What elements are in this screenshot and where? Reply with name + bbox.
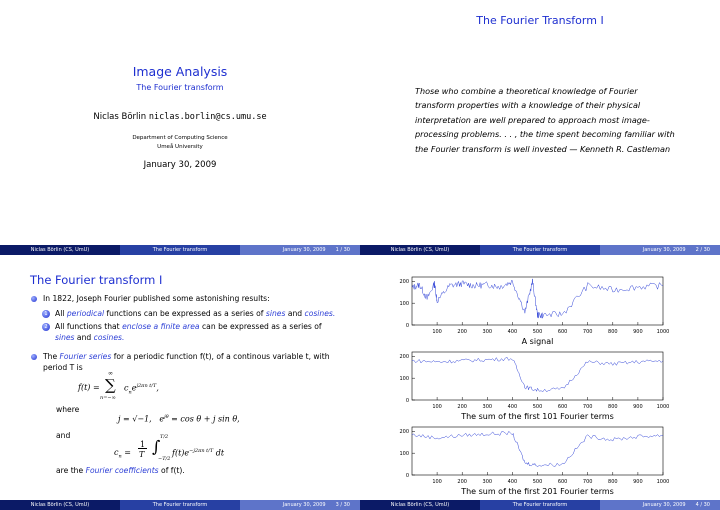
sub-bullet-finite-area: 2 All functions that enclose a finite area can be expressed as a series of sines and cosines. [42,322,340,343]
slide-2-title: The Fourier Transform I [476,14,604,27]
slide-footer [0,500,360,510]
footer-date-page [600,500,720,510]
coefficients-sentence: are the Fourier coefficients of f(t). [56,466,185,475]
chart-1-series-line [412,279,663,318]
chart-1-xtick-label: 100 [432,329,442,335]
chart-1-ytick-label: 0 [405,322,409,329]
presentation-subtitle: The Fourier transform [136,83,224,92]
chart-3-xtick-label: 500 [532,479,543,485]
chart-1-xtick-label: 900 [633,329,643,335]
chart-3-xtick-label: 200 [457,479,467,485]
footer-author: Niclas Börlin (CS, UmU) [360,245,480,255]
footer-author: Niclas Börlin (CS, UmU) [0,500,120,510]
presentation-title: Image Analysis [132,64,228,79]
chart-1-xtick-label: 1000 [656,329,670,335]
footer-date: January 30, 2009 [642,247,686,253]
footer-author: Niclas Börlin (CS, UmU) [0,245,120,255]
bullet-fourier-1822: In 1822, Joseph Fourier published some astonishing results: [30,294,340,305]
chart-2-xtick-label: 900 [633,404,643,410]
chart-2-xtick-label: 700 [582,404,593,410]
chart-2-ytick-label: 0 [405,397,409,404]
chart-3-xtick-label: 300 [482,479,493,485]
chart-1-caption: A signal [521,337,554,346]
chart-2-xtick-label: 400 [507,404,518,410]
institution [0,134,360,152]
castleman-quote: Those who combine a theoretical knowledge of Fourier transform properties with a knowledge of their physical interpretation are well prepared to approach most image-processing problems. . . , the time spent becoming familiar with the Fourier transform is well invested — Kenneth R. Castleman [415,86,675,154]
chart-2-ytick-label: 100 [399,375,409,382]
footer-date: January 30, 2009 [282,247,326,253]
chart-1-xtick-label: 400 [507,329,518,335]
signal-charts [360,255,720,500]
chart-3-ytick-label: 100 [399,450,409,457]
footer-topic: The Fourier transform [120,245,240,255]
chart-3-axes-box [412,427,663,475]
sub-bullet-periodical: 1 All periodical functions can be expressed as a series of sines and cosines. [42,309,340,320]
chart-2-xtick-label: 600 [557,404,568,410]
chart-1-xtick-label: 200 [457,329,467,335]
footer-topic: The Fourier transform [480,245,600,255]
footer-date-page [240,245,360,255]
footer-date-page [240,500,360,510]
author-email: niclas.borlin@cs.umu.se [148,112,267,122]
chart-1-xtick-label: 800 [608,329,618,335]
presentation-date: January 30, 2009 [143,160,217,170]
slide-footer [0,245,360,255]
footer-date: January 30, 2009 [642,502,686,508]
slide-1 [0,0,360,255]
university: Umeå University [157,144,203,150]
chart-2-xtick-label: 200 [457,404,467,410]
chart-3-xtick-label: 900 [633,479,643,485]
chart-2-series-line [412,357,663,391]
chart-1-xtick-label: 500 [532,329,543,335]
chart-2-axes-box [412,352,663,400]
chart-2-caption: The sum of the first 101 Fourier terms [461,412,614,421]
chart-1-xtick-label: 300 [482,329,493,335]
footer-page: 3 / 30 [335,502,350,508]
slide-3-body [30,294,340,377]
footer-page: 2 / 30 [695,247,710,253]
chart-3-xtick-label: 700 [582,479,593,485]
chart-3-series-line [412,431,663,467]
slide-3-title: The Fourier transform I [30,273,163,287]
department: Department of Computing Science [132,135,228,141]
chart-2-ytick-label: 200 [399,354,409,361]
chart-2-xtick-label: 1000 [656,404,670,410]
footer-date: January 30, 2009 [282,502,326,508]
chart-3-xtick-label: 400 [507,479,518,485]
chart-3-caption: The sum of the first 201 Fourier terms [461,487,614,496]
slide-footer [360,245,720,255]
chart-3-xtick-label: 800 [608,479,618,485]
chart-3-ytick-label: 0 [405,472,409,479]
author-line [0,112,360,122]
chart-1-ytick-label: 200 [399,279,409,286]
chart-2-xtick-label: 300 [482,404,493,410]
chart-3-xtick-label: 1000 [656,479,670,485]
and-text: and [56,431,71,440]
chart-1-xtick-label: 600 [557,329,568,335]
author-name: Niclas Börlin [93,112,147,122]
chart-1-xtick-label: 700 [582,329,593,335]
chart-2-xtick-label: 500 [532,404,543,410]
enum-marker-2: 2 [42,323,50,331]
footer-author: Niclas Börlin (CS, UmU) [360,500,480,510]
chart-2-xtick-label: 800 [608,404,618,410]
chart-3-xtick-label: 100 [432,479,442,485]
footer-topic: The Fourier transform [120,500,240,510]
enum-marker-1: 1 [42,310,50,318]
chart-3-xtick-label: 600 [557,479,568,485]
footer-page: 1 / 30 [335,247,350,253]
footer-page: 4 / 30 [695,502,710,508]
chart-2-xtick-label: 100 [432,404,442,410]
bullet-fourier-series: The Fourier series for a periodic function f(t), of a continous variable t, with period T is [30,352,340,373]
footer-topic: The Fourier transform [480,500,600,510]
slide-footer [360,500,720,510]
imaginary-unit-equation: j = √−1, $e^{j\theta} = \cos \theta + j$ sin θ, [118,414,240,424]
where-text: where [56,405,80,414]
footer-date-page [600,245,720,255]
chart-1-ytick-label: 100 [399,300,409,307]
chart-3-ytick-label: 200 [399,429,409,436]
